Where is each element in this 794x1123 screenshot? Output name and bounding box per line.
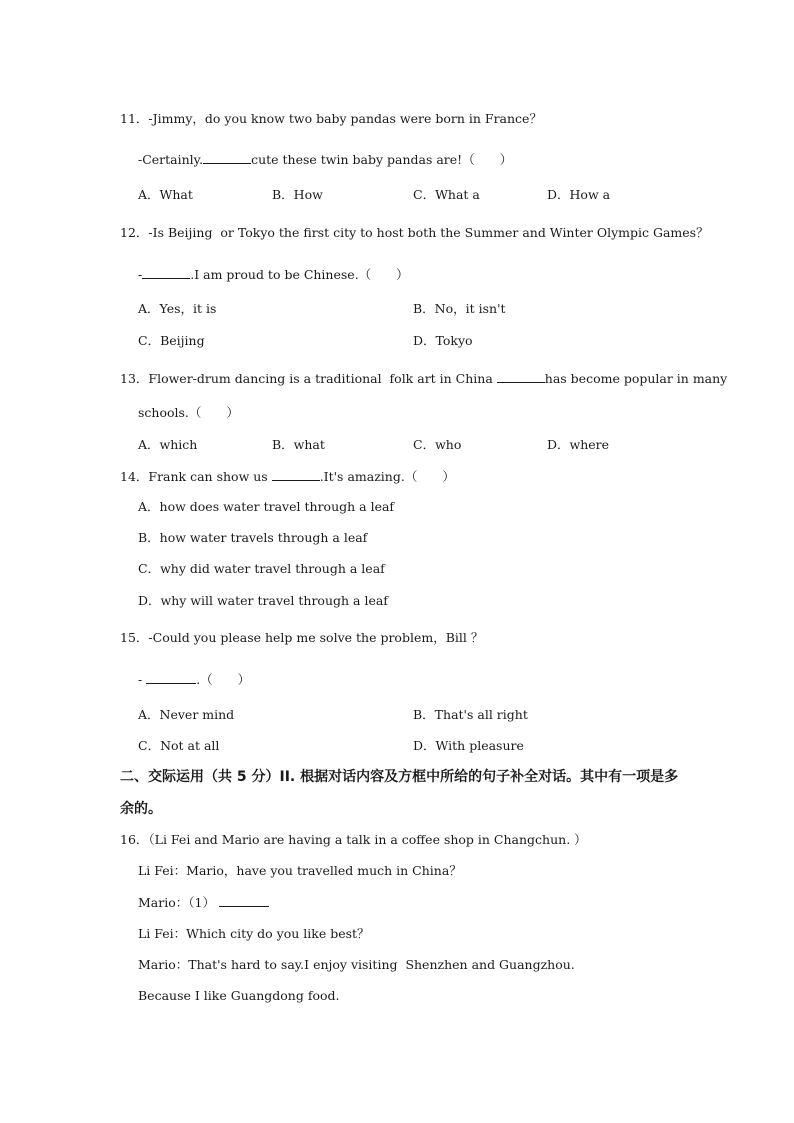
- option-a: A．Yes，it is: [138, 301, 217, 316]
- question-11-reply: [138, 151, 512, 168]
- option-b: B．what: [272, 437, 325, 452]
- option-b: B．That's all right: [413, 707, 528, 722]
- answer-blank: [497, 370, 545, 383]
- answer-blank: [219, 894, 269, 907]
- option-c: C．Beijing: [138, 333, 205, 348]
- reply-suffix: .（ ）: [196, 672, 251, 687]
- option-b: B．How: [272, 187, 323, 202]
- reply-suffix: .I am proud to be Chinese.（ ）: [190, 267, 409, 282]
- reply-suffix: cute these twin baby pandas are!（ ）: [251, 152, 513, 167]
- option-a: A．What: [138, 187, 193, 202]
- answer-blank: [272, 468, 320, 481]
- reply-prefix: -Certainly.: [138, 152, 204, 167]
- answer-blank: [142, 266, 190, 279]
- option-a: A．Never mind: [138, 707, 235, 722]
- option-d: D．where: [547, 437, 610, 452]
- stem-prefix: 13．Flower-drum dancing is a traditional folk art in China: [120, 371, 497, 386]
- option-c: C．why did water travel through a leaf: [138, 561, 385, 576]
- answer-blank: [203, 151, 251, 164]
- stem-suffix: has become popular in many: [544, 371, 728, 386]
- option-a: A．which: [138, 437, 198, 452]
- question-14-stem: [120, 468, 455, 485]
- question-15-stem: 15．-Could you please help me solve the problem，Bill ？: [120, 630, 484, 645]
- dialogue-line: Li Fei：Which city do you like best？: [138, 926, 370, 941]
- option-b: B．how water travels through a leaf: [138, 530, 368, 545]
- question-15-reply: [138, 671, 250, 688]
- section-heading: 二、交际运用（共 5 分）II. 根据对话内容及方框中所给的句子补全对话。其中有一项是多: [120, 769, 679, 785]
- answer-blank: [146, 671, 196, 684]
- dialogue-line: [138, 894, 269, 911]
- reply-prefix: -: [138, 672, 147, 687]
- option-c: C．What a: [413, 187, 480, 202]
- question-12-reply: [138, 266, 409, 283]
- reply-prefix: -: [138, 267, 143, 282]
- option-d: D．Tokyo: [413, 333, 473, 348]
- option-c: C．Not at all: [138, 738, 220, 753]
- option-d: D．With pleasure: [413, 738, 524, 753]
- question-13-stem: [120, 370, 727, 387]
- option-b: B．No，it isn't: [413, 301, 506, 316]
- dialogue-prefix: Mario：（1）: [138, 895, 215, 910]
- question-13-stem-cont: schools.（ ）: [138, 405, 239, 420]
- stem-suffix: .It's amazing.（ ）: [319, 469, 455, 484]
- question-11-stem: 11．-Jimmy，do you know two baby pandas were born in France？: [120, 111, 542, 126]
- option-d: D．why will water travel through a leaf: [138, 593, 388, 608]
- dialogue-line: Mario：That's hard to say.I enjoy visiting Shenzhen and Guangzhou.: [138, 957, 575, 972]
- question-16-stem: 16．（Li Fei and Mario are having a talk in a coffee shop in Changchun. ）: [120, 832, 587, 847]
- section-heading-cont: 余的。: [120, 801, 162, 817]
- option-a: A．how does water travel through a leaf: [138, 499, 395, 514]
- option-c: C．who: [413, 437, 462, 452]
- option-d: D．How a: [547, 187, 611, 202]
- dialogue-line: Li Fei：Mario，have you travelled much in China？: [138, 863, 462, 878]
- dialogue-line: Because I like Guangdong food.: [138, 988, 340, 1003]
- question-12-stem: 12．-Is Beijing or Tokyo the first city to host both the Summer and Winter Olympic Games？: [120, 225, 709, 240]
- stem-prefix: 14．Frank can show us: [120, 469, 272, 484]
